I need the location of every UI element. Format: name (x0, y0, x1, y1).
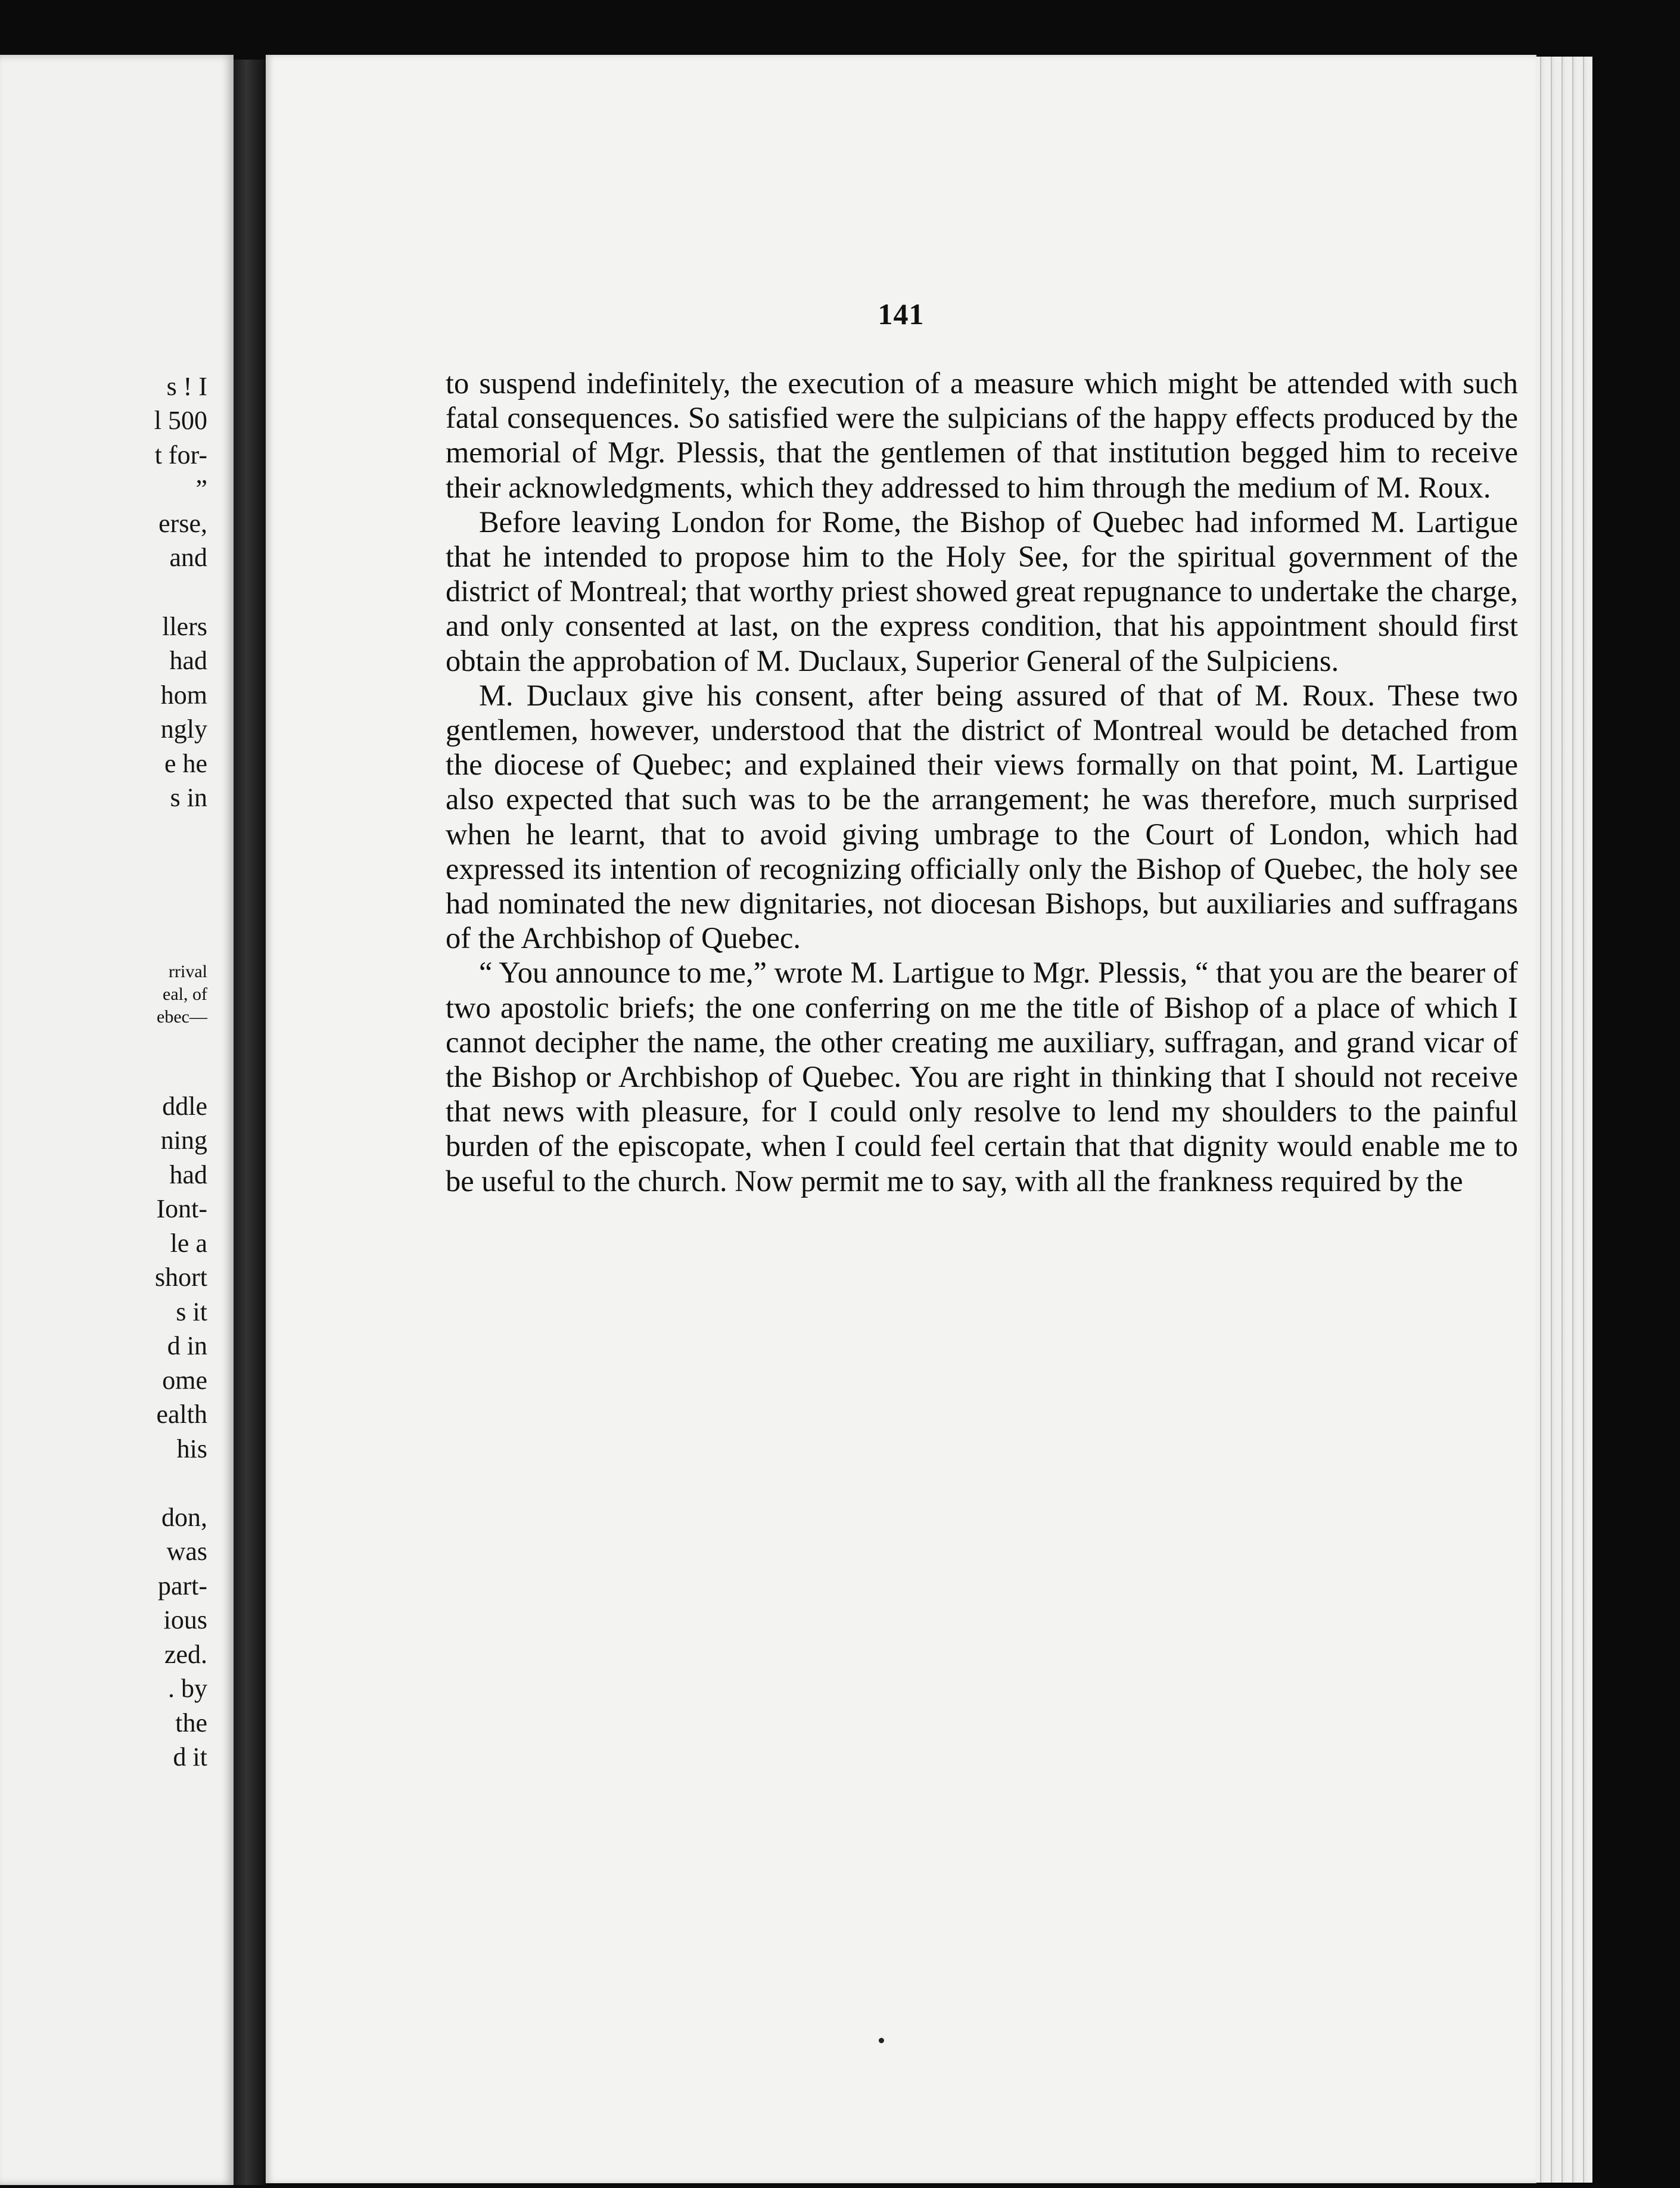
paragraph: M. Duclaux give his consent, after being assured of that of M. Roux. These two gentlemen, however, understood that the district of Montreal would be detached from the diocese of Quebec; and explained their views formally on that point, M. Lartigue also expected that such was to be the arrangement; he was therefore, much surprised when he learnt, that to avoid giving umbrage to the Court of London, which had expressed its intention of recognizing officially only the Bishop of Quebec, the holy see had nominated the new dignitaries, not diocesan Bishops, but auxiliaries and suffragans of the Archbishop of Quebec. (446, 678, 1518, 955)
page-number: 141 (878, 297, 925, 331)
left-line: hom (160, 680, 207, 710)
left-line: don, (161, 1503, 207, 1532)
left-line: l 500 (154, 406, 207, 435)
left-line: his (176, 1434, 207, 1463)
left-line: le a (170, 1229, 207, 1258)
ink-speck (879, 2038, 884, 2043)
left-line: ome (162, 1366, 207, 1395)
left-line: part- (157, 1571, 207, 1600)
left-line: had (169, 646, 207, 675)
left-line: ious (163, 1605, 207, 1634)
left-line: ngly (160, 714, 207, 744)
left-line: short (155, 1263, 207, 1292)
paragraph: to suspend indefinitely, the execution of a measure which might be attended with such fatal consequences. So satisfied were the sulpicians of the happy effects produced by the memorial of Mgr. Plessis, that the gentlemen of that institution begged him to receive their acknowledgments, which they addressed to him through the medium of M. Roux. (446, 366, 1518, 504)
left-line: ning (160, 1126, 207, 1155)
paragraph: Before leaving London for Rome, the Bishop of Quebec had informed M. Lartigue that he intended to propose him to the Holy See, for the spiritual government of the district of Montreal; that worthy priest showed great repugnance to undertake the charge, and only consented at last, on the express condition, that his appointment should first obtain the approbation of M. Duclaux, Superior General of the Sulpiciens. (446, 505, 1518, 677)
paragraph: “ You announce to me,” wrote M. Lartigue to Mgr. Plessis, “ that you are the bearer of two apostolic briefs; the one conferring on me the title of Bishop of a place of which I cannot decipher the name, the other creating me auxiliary, suffragan, and grand vicar of the Bishop or Archbishop of Quebec. You are right in thinking that I should not receive that news with pleasure, for I could only resolve to lend my shoulders to the painful burden of the episcopate, when I could feel certain that that dignity would enable me to be useful to the church. Now permit me to say, with all the frankness required by the (446, 956, 1518, 1198)
left-line: s it (176, 1297, 207, 1326)
page-body (446, 366, 1518, 1198)
left-line: s in (170, 783, 207, 812)
left-line: t for- (154, 440, 207, 470)
left-line: was (166, 1537, 207, 1566)
left-line: erse, (158, 509, 207, 538)
left-sidenote-line: ebec— (157, 1007, 207, 1027)
left-page-fragment (0, 55, 234, 2185)
left-line: ealth (156, 1400, 207, 1429)
right-page (266, 55, 1536, 2183)
left-line: had (169, 1160, 207, 1189)
left-line: s ! I (166, 372, 207, 401)
left-line: ” (195, 474, 207, 504)
left-line: d in (167, 1331, 207, 1360)
left-line: d it (173, 1742, 207, 1771)
left-line: the (175, 1708, 207, 1738)
left-sidenote-line: eal, of (163, 984, 207, 1004)
book-gutter (234, 60, 266, 2185)
left-line: zed. (164, 1640, 207, 1669)
left-line: ddle (162, 1092, 207, 1121)
left-line: e he (164, 749, 207, 778)
left-line: and (169, 543, 207, 572)
left-line: . by (168, 1674, 207, 1703)
left-line: Iont- (156, 1194, 207, 1223)
left-sidenote-line: rrival (169, 962, 207, 981)
left-line: llers (162, 612, 207, 641)
